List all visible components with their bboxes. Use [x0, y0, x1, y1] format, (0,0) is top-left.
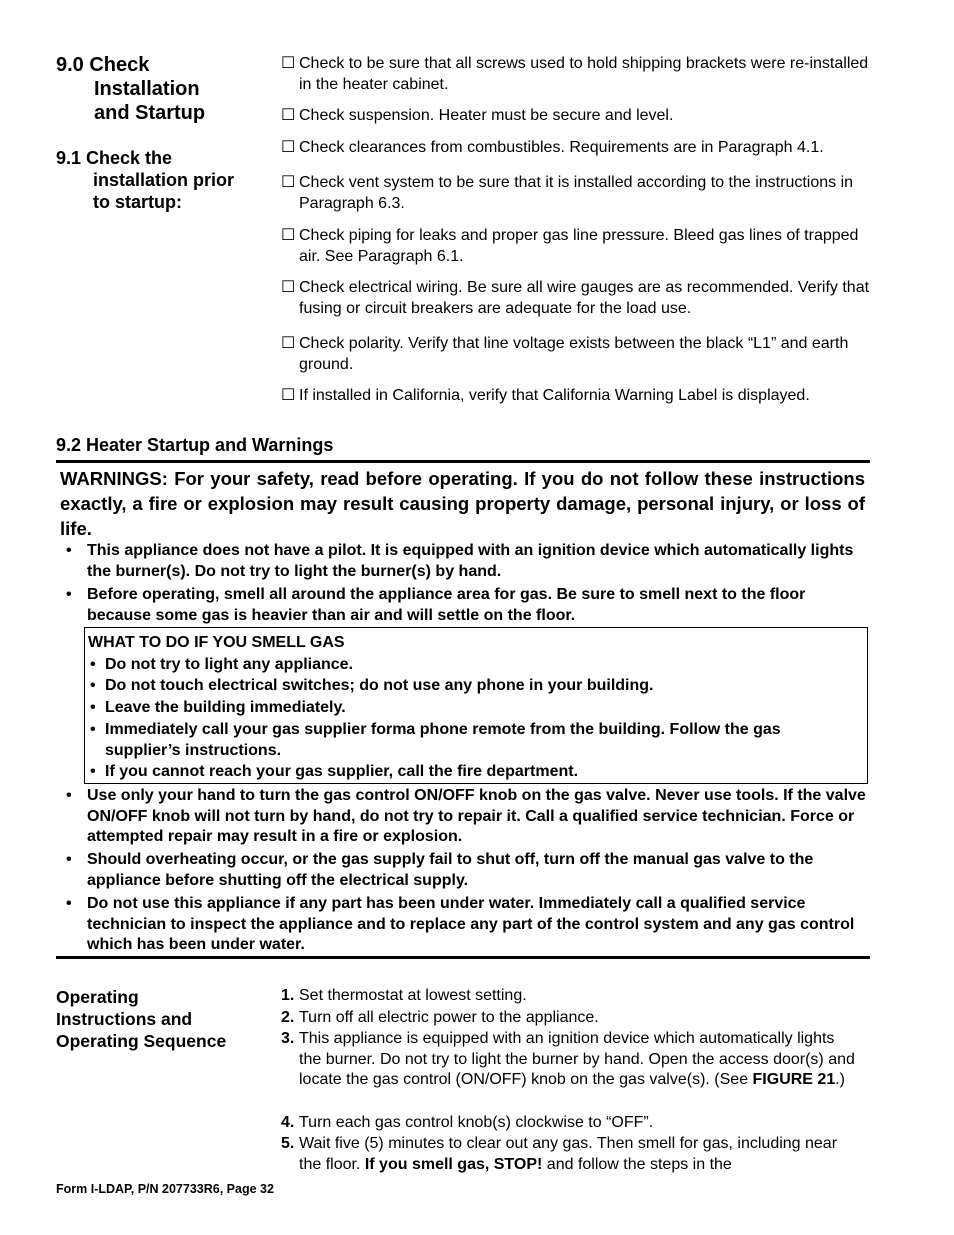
section-9-1-heading — [56, 147, 234, 213]
warning-bullet — [66, 786, 866, 848]
checkbox-icon: ☐ — [281, 279, 296, 296]
step-number: 3. — [281, 1030, 295, 1047]
warning-bullet — [66, 585, 866, 626]
checklist-item — [281, 385, 871, 406]
warning-title: WARNINGS: For your safety, read before operating. If you do not follow these instructions exactly, a fire or explosion may result causing property damage, personal injury, or loss of life. — [60, 468, 865, 539]
bullet-icon: • — [90, 763, 96, 780]
heading-line: and Startup — [94, 102, 206, 124]
bullet-icon: • — [90, 677, 96, 694]
warning-bullet — [66, 541, 866, 582]
checklist-item — [281, 277, 871, 319]
operating-heading — [56, 986, 226, 1052]
divider-rule — [56, 460, 870, 463]
warning-bullet-text: Use only your hand to turn the gas control ON/OFF knob on the gas valve. Never use tools. If the valve ON/OFF knob will not turn by hand, do not try to repair it. Call a qualified service technician. Force or attempted repair may result in a fire or explosion. — [87, 787, 866, 845]
stop-warning: If you smell gas, STOP! — [364, 1155, 543, 1173]
figure-reference: FIGURE 21 — [752, 1071, 836, 1088]
heading-line: Installation — [94, 78, 200, 100]
bullet-icon: • — [90, 656, 96, 673]
checklist-item — [281, 333, 871, 375]
checklist-text: Check to be sure that all screws used to hold shipping brackets were re-installed in the heater cabinet. — [299, 55, 869, 93]
step-text: Wait five (5) minutes to clear out any gas. Then smell for gas, including near the floor. If you smell gas, STOP! and follow the steps in the — [299, 1135, 838, 1173]
step-text: This appliance is equipped with an ignition device which automatically lights the burner. Do not try to light the burner by hand. Open the access door(s) and locate the gas control (ON/OFF) knob on the gas valve(s). (See FIGURE 21.) — [299, 1030, 855, 1088]
step-text: Turn off all electric power to the appliance. — [299, 1009, 599, 1026]
bullet-icon: • — [66, 787, 72, 804]
checkbox-icon: ☐ — [281, 387, 296, 404]
smell-gas-item-text: If you cannot reach your gas supplier, call the fire department. — [105, 763, 579, 780]
step-number: 4. — [281, 1114, 295, 1131]
heading-line: Operating Sequence — [56, 1031, 227, 1051]
checklist-text: Check vent system to be sure that it is installed according to the instructions in Paragraph 6.3. — [299, 174, 854, 212]
checklist-text: Check suspension. Heater must be secure and level. — [299, 107, 674, 124]
operating-step — [281, 1134, 861, 1175]
checkbox-icon: ☐ — [281, 107, 296, 124]
checklist-text: If installed in California, verify that California Warning Label is displayed. — [299, 387, 810, 404]
checkbox-icon: ☐ — [281, 335, 296, 352]
smell-gas-item — [88, 762, 858, 783]
operating-step — [281, 1008, 861, 1029]
checkbox-icon: ☐ — [281, 174, 296, 191]
smell-gas-item-text: Immediately call your gas supplier forma phone remote from the building. Follow the gas supplier’s instructions. — [105, 721, 781, 759]
checklist-text: Check clearances from combustibles. Requirements are in Paragraph 4.1. — [299, 139, 824, 156]
smell-gas-title: WHAT TO DO IF YOU SMELL GAS — [88, 634, 345, 651]
heading-line: Instructions and — [56, 1009, 193, 1029]
warning-bullet — [66, 894, 866, 956]
heading-line: to startup: — [93, 192, 182, 212]
warning-bullet — [66, 850, 866, 891]
bullet-icon: • — [66, 586, 72, 603]
checklist-text: Check electrical wiring. Be sure all wire gauges are as recommended. Verify that fusing or circuit breakers are adequate for the load use. — [299, 279, 870, 317]
checklist-item — [281, 225, 871, 267]
bullet-icon: • — [90, 721, 96, 738]
heading-line: installation prior — [93, 170, 235, 190]
bullet-icon: • — [90, 699, 96, 716]
step-text: Set thermostat at lowest setting. — [299, 987, 527, 1004]
bullet-icon: • — [66, 542, 72, 559]
checklist-item — [281, 53, 871, 95]
checklist-item — [281, 137, 871, 158]
divider-rule — [56, 956, 870, 959]
heading-line: 9.1 Check the — [56, 148, 173, 168]
checklist-text: Check piping for leaks and proper gas line pressure. Bleed gas lines of trapped air. See Paragraph 6.1. — [299, 227, 859, 265]
smell-gas-item — [88, 698, 858, 719]
warning-bullet-text: This appliance does not have a pilot. It is equipped with an ignition device which automatically lights the burner(s). Do not try to light the burner(s) by hand. — [87, 542, 854, 580]
section-9-2-heading: 9.2 Heater Startup and Warnings — [56, 435, 334, 455]
operating-step — [281, 1029, 861, 1091]
operating-step — [281, 1113, 861, 1134]
smell-gas-item-text: Leave the building immediately. — [105, 699, 346, 716]
checkbox-icon: ☐ — [281, 55, 296, 72]
smell-gas-item — [88, 676, 858, 697]
smell-gas-item-text: Do not touch electrical switches; do not use any phone in your building. — [105, 677, 654, 694]
bullet-icon: • — [66, 895, 72, 912]
bullet-icon: • — [66, 851, 72, 868]
step-number: 5. — [281, 1135, 295, 1152]
warning-bullet-text: Before operating, smell all around the appliance area for gas. Be sure to smell next to the floor because some gas is heavier than air and will settle on the floor. — [87, 586, 806, 624]
step-number: 2. — [281, 1009, 295, 1026]
checkbox-icon: ☐ — [281, 227, 296, 244]
heading-line: Operating — [56, 987, 139, 1007]
checkbox-icon: ☐ — [281, 139, 296, 156]
warning-bullet-text: Do not use this appliance if any part has been under water. Immediately call a qualified service technician to inspect the appliance and to replace any part of the control system and any gas control which has been under water. — [87, 895, 855, 953]
step-number: 1. — [281, 987, 295, 1004]
page-footer: Form I-LDAP, P/N 207733R6, Page 32 — [56, 1182, 274, 1196]
section-9-0-heading — [56, 53, 205, 125]
operating-step — [281, 986, 861, 1007]
step-text: Turn each gas control knob(s) clockwise to “OFF”. — [299, 1114, 654, 1131]
smell-gas-item — [88, 655, 858, 676]
heading-line: 9.0 Check — [56, 54, 150, 76]
checklist-item — [281, 105, 871, 126]
smell-gas-item — [88, 720, 858, 761]
checklist-text: Check polarity. Verify that line voltage exists between the black “L1” and earth ground. — [299, 335, 849, 373]
smell-gas-item-text: Do not try to light any appliance. — [105, 656, 354, 673]
checklist-item — [281, 172, 871, 214]
warning-bullet-text: Should overheating occur, or the gas supply fail to shut off, turn off the manual gas valve to the appliance before shutting off the electrical supply. — [87, 851, 814, 889]
